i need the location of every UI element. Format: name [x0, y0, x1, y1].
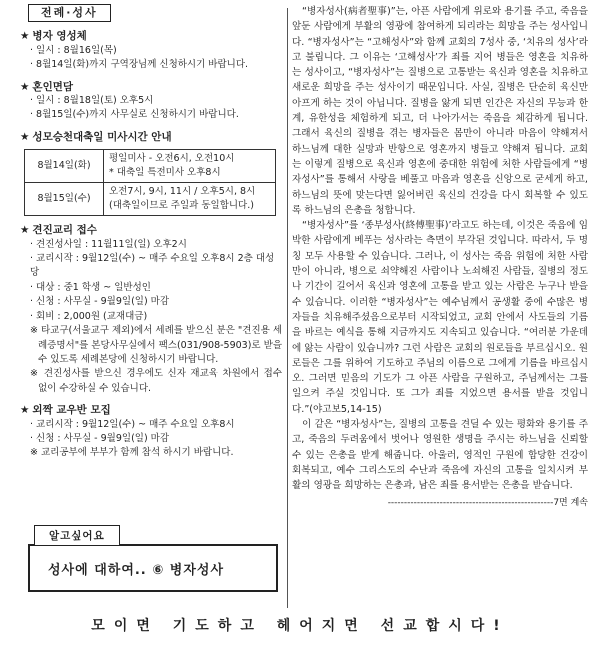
- section-confirmation: [20, 223, 282, 396]
- mass-times: [104, 150, 276, 183]
- star-icon: ★: [20, 80, 30, 93]
- mass-day: 8월14일(화): [25, 150, 104, 183]
- mass-line: (대축일이므로 주일과 동일합니다.): [109, 200, 254, 212]
- note-line: ※ 타교구(서울교구 제외)에서 세례를 받으신 분은 "견진용 세례증명서"를 본당사무실에서 팩스(031/908-5903)로 받을 수 있도록 세례본당에 신청하시기 바랍니다.: [30, 325, 282, 365]
- star-icon: ★: [20, 404, 30, 417]
- section-tag: 전례·성사: [28, 4, 111, 22]
- info-line: · 대상 : 중1 학생 ~ 일반성인: [30, 281, 151, 293]
- mass-day: 8월15일(수): [25, 183, 104, 216]
- highlight-box: [28, 523, 278, 592]
- mass-line: 오전7시, 9시, 11시 / 오후5시, 8시: [109, 186, 256, 198]
- article-column: [292, 4, 588, 594]
- info-line: · 교리시작 : 9월12일(수) ~ 매주 수요일 오후8시 2층 대성당: [30, 253, 275, 279]
- info-line: · 신청 : 사무실 - 9월9일(일) 마감: [30, 296, 170, 308]
- table-row: [25, 183, 276, 216]
- section-title: ★ 병자 영성체: [20, 30, 87, 43]
- star-icon: ★: [20, 224, 30, 237]
- info-line: · 교리시작 : 9월12일(수) ~ 매주 수요일 오후8시: [30, 418, 235, 430]
- info-line: · 일시 : 8월16일(목): [30, 44, 117, 56]
- mass-line: 평일미사 - 오전6시, 오전10시: [109, 153, 235, 165]
- section-title: ★ 외짝 교우반 모집: [20, 404, 111, 417]
- section-single-spouse: [20, 403, 282, 461]
- continued-label: 7면 계속: [553, 497, 588, 508]
- note-line: ※ 견진성사를 받으신 경우에도 신자 재교육 차원에서 접수 없이 수강하실 수 있습니다.: [30, 368, 282, 394]
- info-line: · 견진성사일 : 11월11일(일) 오후2시: [30, 238, 187, 250]
- article-paragraph: “병자성사”를 ‘종부성사(終傅聖事)’라고도 하는데, 이것은 죽음에 임박한 사람에게 베푸는 성사라는 측면이 부각된 것입니다. 따라서, 두 명칭 모두 사용할 수 있습니다. 그러나, 이 성사는 죽음 위험에 처한 사람만이 아니라, 병으로 쇠약해진 사람이나 노쇠해진 사람들, 질병의 정도나 기간이 길어서 육신과 영혼에 고통을 받고 있는 사람은 누구나 받을 수 있습니다. 이러한 “병자성사”는 예수님께서 공생활 중에 수많은 병자들을 치유해주셨음으로부터 시작되었고, 교회 안에서 사도들의 기름을 바르는 예식을 통해 지금까지도 지속되고 있습니다. “여러분 가운데에 앓는 사람이 있습니까? 그런 사람은 교회의 원로들을 부르십시오. 원로들은 그를 위하여 기도하고 주님의 이름으로 그에게 기름을 바르십시오. 그러면 믿음의 기도가 그 아픈 사람을 구원하고, 주님께서는 그를 일으켜 주실 것입니다. 또 그가 죄를 지었으면 용서를 받을 것입니다.”(야고보5,14-15): [292, 220, 588, 415]
- section-communion: [20, 29, 282, 72]
- continued-rule: ---------------------------------------------------: [387, 497, 554, 508]
- mass-schedule-table: [24, 149, 276, 216]
- info-line: · 8월15일(수)까지 사무실로 신청하시기 바랍니다.: [30, 109, 239, 121]
- highlight-tab: 알고싶어요: [34, 525, 120, 545]
- info-line: · 8월14일(화)까지 구역장님께 신청하시기 바랍니다.: [30, 59, 249, 71]
- info-line: · 신청 : 사무실 - 9월9일(일) 마감: [30, 432, 170, 444]
- highlight-title: 성사에 대하여.. ⑥ 병자성사: [28, 544, 278, 592]
- continued-note: [292, 496, 588, 511]
- article-paragraph: 이 같은 “병자성사”는, 질병의 고통을 견딜 수 있는 평화와 용기를 주고, 죽음의 두려움에서 벗어나 영원한 생명을 주시는 하느님을 신뢰할 수 있는 은총을 받게 해줍니다. 아울러, 영적인 구원에 합당한 건강이 회복되고, 예수 그리스도의 수난과 죽음에 자신의 고통을 일치시켜 부활의 영광을 희망하는 은총과, 남은 죄를 용서받는 은총을 받습니다.: [292, 419, 588, 492]
- info-line: ※ 교리공부에 부부가 함께 참석 하시기 바랍니다.: [30, 447, 234, 459]
- left-column: [20, 4, 282, 574]
- info-line: · 일시 : 8월18일(토) 오후5시: [30, 95, 154, 107]
- section-title: ★ 성모승천대축일 미사시간 안내: [20, 130, 172, 143]
- slogan: 모이면 기도하고 헤어지면 선교합시다!: [91, 618, 509, 634]
- table-row: [25, 150, 276, 183]
- info-line: · 회비 : 2,000원 (교재대금): [30, 310, 148, 322]
- mass-times: [104, 183, 276, 216]
- star-icon: ★: [20, 30, 30, 43]
- section-title: ★ 혼인면담: [20, 80, 73, 93]
- star-icon: ★: [20, 130, 30, 143]
- section-title: ★ 견진교리 접수: [20, 224, 97, 237]
- section-mass-times: [20, 130, 282, 216]
- section-marriage: [20, 80, 282, 123]
- mass-line: * 대축일 특전미사 오후8시: [109, 167, 221, 179]
- column-divider: [287, 8, 288, 608]
- article-paragraph: “병자성사(病者聖事)”는, 아픈 사람에게 위로와 용기를 주고, 죽음을 앞둔 사람에게 부활의 영광에 참여하게 되리라는 희망을 주는 성사입니다. “병자성사”는 “고해성사”와 함께 교회의 7성사 중, ‘치유의 성사’라고 불립니다. 그 이유는 ‘고해성사’가 죄를 지어 병들은 영혼을 치유하는 성사이고, “병자성사”는 질병으로 고통받는 육신과 영혼을 치유하고 새로운 희망을 주는 성사이기 때문입니다. 사실, 질병은 단순히 육신만 아프게 하는 것이 아닙니다. 질병을 앓게 되면 인간은 자신의 무능과 한계, 유한성을 체험하게 되고, 더 나아가서는 죽음을 체감하게 됩니다. 그래서 육신의 질병을 겪는 병자들은 몸만이 아니라 마음이 약해져서 하느님께 대한 실망과 반항으로 영혼까지 병들고 약해져 됩니다. 교회는 이렇게 질병으로 육신과 영혼에 중대한 위험에 처한 사람들에게 “병자성사”를 통해서 사랑을 베풀고 마음과 영혼을 신앙으로 굳세게 하고, 하느님의 뜻에 맞는다면 잃어버린 육신의 건강을 다시 회복할 수 있도록 하느님의 은총을 청합니다.: [292, 6, 588, 216]
